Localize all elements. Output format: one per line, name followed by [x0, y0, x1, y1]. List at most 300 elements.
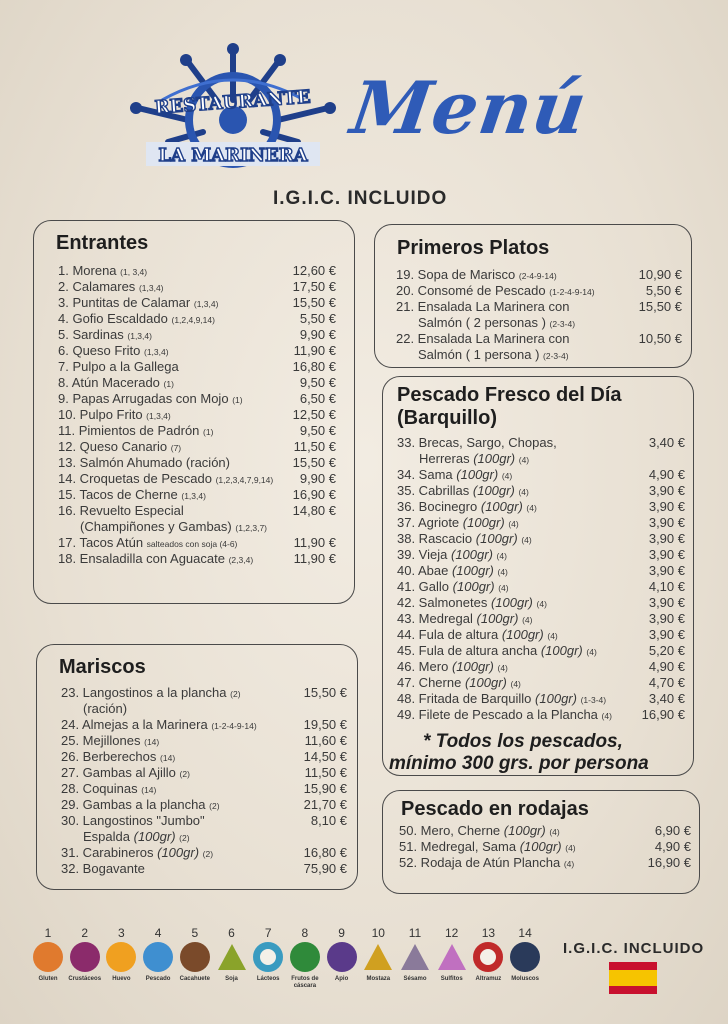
- menu-item-allergens: (2-3-4): [543, 351, 569, 361]
- menu-item-price: 11,90 €: [293, 343, 336, 358]
- menu-item-allergens: (4): [501, 471, 513, 481]
- menu-item-price: 15,90 €: [303, 781, 347, 796]
- menu-item-allergens: (1,2,4,9,14): [171, 315, 215, 325]
- menu-item: [399, 855, 691, 871]
- menu-item-allergens: (1-2-4-9-14): [549, 287, 595, 297]
- menu-item-weight: (100gr): [519, 839, 562, 854]
- menu-item: [61, 733, 347, 749]
- allergen-number: 4: [154, 926, 162, 940]
- menu-item-name: 34. Sama (100gr) (4): [397, 467, 513, 482]
- menu-item-price: 11,50 €: [293, 439, 336, 454]
- menu-item-allergens: (4): [547, 631, 558, 641]
- menu-item-allergens: (4): [518, 455, 530, 465]
- menu-item-weight: (100gr): [540, 643, 583, 658]
- rodajas-list: [399, 823, 691, 871]
- menu-item-price: 4,90 €: [648, 467, 685, 482]
- allergen-number: 2: [81, 926, 89, 940]
- menu-item-continuation: [61, 701, 347, 717]
- primeros-section: [374, 224, 692, 368]
- menu-item-allergens: (1,3,4): [193, 299, 219, 309]
- pescado-note-line2: mínimo 300 grs. por persona: [389, 753, 649, 774]
- menu-item-price: 6,90 €: [654, 823, 691, 838]
- menu-item-weight: (100gr): [450, 547, 493, 562]
- menu-item-weight: (100gr): [535, 691, 577, 706]
- menu-item-name: Salmón ( 2 personas ) (2-3-4): [418, 315, 576, 330]
- menu-item: [397, 643, 685, 659]
- menu-item-price: 19,50 €: [303, 717, 347, 732]
- menu-item-name: 21. Ensalada La Marinera con: [396, 299, 570, 314]
- allergen-icon: [290, 942, 320, 972]
- menu-item-price: 5,20 €: [648, 643, 685, 658]
- menu-item: [58, 311, 336, 327]
- menu-item-name: 9. Papas Arrugadas con Mojo (1): [58, 391, 243, 406]
- menu-item: [58, 327, 336, 343]
- menu-item-price: 16,80 €: [303, 845, 347, 860]
- menu-item-allergens: (4): [565, 843, 576, 853]
- menu-item-price: 4,90 €: [654, 839, 691, 854]
- menu-item-price: 4,10 €: [648, 579, 685, 594]
- allergen-number: 7: [264, 926, 272, 940]
- menu-item-price: 11,60 €: [304, 733, 347, 748]
- menu-item-allergens: (4): [498, 583, 509, 593]
- menu-item-price: 15,50 €: [303, 685, 347, 700]
- menu-item: [58, 263, 336, 279]
- menu-item: [396, 299, 682, 315]
- menu-item-name: 18. Ensaladilla con Aguacate (2,3,4): [58, 551, 254, 566]
- menu-item-price: 12,60 €: [292, 263, 336, 278]
- menu-item-name: 38. Rascacio (100gr) (4): [397, 531, 532, 546]
- menu-item-allergens: (1, 3,4): [120, 267, 148, 277]
- menu-item: [397, 707, 685, 723]
- spain-flag: [609, 962, 657, 994]
- allergen-number: 6: [228, 926, 235, 940]
- menu-item-price: 12,50 €: [292, 407, 336, 422]
- menu-item: [397, 499, 685, 515]
- menu-item-allergens: (4): [508, 519, 519, 529]
- menu-item: [397, 531, 685, 547]
- menu-item-allergens: salteados con soja (4-6): [146, 539, 238, 549]
- menu-item-name: 44. Fula de altura (100gr) (4): [397, 627, 558, 642]
- pescado-title-line1: Pescado Fresco del Día: [397, 384, 622, 406]
- menu-item-name: 47. Cherne (100gr) (4): [397, 675, 521, 690]
- menu-item: [58, 295, 336, 311]
- rodajas-section: [382, 790, 700, 894]
- menu-item-allergens: (4): [549, 827, 560, 837]
- menu-item-allergens: (4): [526, 503, 537, 513]
- menu-item-allergens: (2): [230, 689, 241, 699]
- menu-item-name: 25. Mejillones (14): [61, 733, 160, 748]
- menu-item: [61, 797, 347, 813]
- menu-item-allergens: (4): [521, 535, 532, 545]
- menu-item-weight: (100gr): [451, 659, 494, 674]
- entrantes-section: [33, 220, 355, 604]
- menu-item-allergens: (1): [232, 395, 243, 405]
- menu-item-name: 15. Tacos de Cherne (1,3,4): [58, 487, 206, 502]
- allergen-number: 3: [118, 926, 125, 940]
- menu-item-name: 52. Rodaja de Atún Plancha (4): [399, 855, 575, 870]
- allergen-number: 13: [481, 926, 496, 940]
- menu-item-name: 43. Medregal (100gr) (4): [397, 611, 533, 626]
- menu-item-allergens: (1,2,3,4,7,9,14): [215, 475, 274, 485]
- restaurant-logo: [128, 40, 338, 170]
- logo-top-text: RESTAURANTE: [153, 86, 312, 119]
- allergen-icon: [253, 942, 283, 972]
- menu-item-name: 45. Fula de altura ancha (100gr) (4): [397, 643, 597, 658]
- menu-item-price: 4,90 €: [648, 659, 685, 674]
- menu-item-name: 27. Gambas al Ajillo (2): [61, 765, 190, 780]
- menu-title: Menú: [346, 65, 593, 150]
- menu-item-name: 30. Langostinos "Jumbo": [61, 813, 205, 828]
- menu-item: [58, 407, 336, 423]
- menu-item: [397, 627, 685, 643]
- menu-item-name: 4. Gofio Escaldado (1,2,4,9,14): [58, 311, 215, 326]
- allergen-label: Lácteos: [256, 976, 280, 982]
- menu-item-price: 5,50 €: [299, 311, 336, 326]
- menu-item-price: 3,90 €: [648, 563, 685, 578]
- menu-item-allergens: (4): [510, 679, 521, 689]
- allergen-label: Sulfitos: [440, 976, 463, 982]
- menu-item-price: 21,70 €: [303, 797, 347, 812]
- menu-item-allergens: (1): [203, 427, 214, 437]
- entrantes-list: [58, 263, 336, 567]
- menu-item: [58, 503, 336, 519]
- allergen-label: Sésamo: [403, 976, 427, 982]
- menu-item-name: 31. Carabineros (100gr) (2): [61, 845, 214, 860]
- menu-item: [61, 845, 347, 861]
- menu-item-name: 46. Mero (100gr) (4): [397, 659, 508, 674]
- menu-item: [397, 579, 685, 595]
- menu-item-price: 15,50 €: [638, 299, 682, 314]
- menu-item-weight: (100gr): [503, 823, 546, 838]
- menu-item-price: 3,90 €: [648, 611, 685, 626]
- menu-item-allergens: (4): [563, 859, 575, 869]
- menu-item: [397, 563, 685, 579]
- menu-item-name: 6. Queso Frito (1,3,4): [58, 343, 169, 358]
- menu-item-price: 9,90 €: [299, 327, 336, 342]
- menu-item: [58, 455, 336, 471]
- menu-item-price: 10,90 €: [638, 267, 682, 282]
- menu-item: [58, 471, 336, 487]
- menu-item: [61, 685, 347, 701]
- menu-item-allergens: (4): [496, 551, 507, 561]
- primeros-title: Primeros Platos: [397, 237, 550, 259]
- menu-item-allergens: (7): [170, 443, 182, 453]
- menu-item-weight: (100gr): [473, 451, 516, 466]
- menu-item-allergens: (2): [179, 769, 190, 779]
- allergen-icon: [473, 942, 503, 972]
- menu-item-price: 11,90 €: [293, 535, 336, 550]
- menu-item-name: (Champiñones y Gambas) (1,2,3,7): [80, 519, 268, 534]
- menu-item-price: 3,90 €: [648, 547, 685, 562]
- allergen-label: Huevo: [112, 976, 131, 982]
- menu-item: [399, 823, 691, 839]
- allergen-icon: [327, 942, 357, 972]
- menu-item-name: 36. Bocinegro (100gr) (4): [397, 499, 537, 514]
- menu-item-allergens: (1-3-4): [580, 695, 607, 705]
- menu-item-allergens: (1,3,4): [127, 331, 152, 341]
- menu-item-allergens: (2-4-9-14): [518, 271, 557, 281]
- menu-item: [397, 611, 685, 627]
- menu-item-price: 17,50 €: [292, 279, 336, 294]
- menu-item: [397, 675, 685, 691]
- menu-item-weight: (100gr): [501, 627, 544, 642]
- menu-item-name: 50. Mero, Cherne (100gr) (4): [399, 823, 560, 838]
- menu-item-price: 6,50 €: [299, 391, 336, 406]
- menu-item-name: 3. Puntitas de Calamar (1,3,4): [58, 295, 219, 310]
- menu-item-allergens: (4): [518, 487, 529, 497]
- menu-item-allergens: (14): [141, 785, 157, 795]
- menu-item-allergens: (2): [209, 801, 220, 811]
- menu-item-name: 40. Abae (100gr) (4): [397, 563, 508, 578]
- allergen-label: Crustáceos: [68, 976, 102, 982]
- allergen-label: Pescado: [145, 976, 171, 982]
- menu-item-name: 51. Medregal, Sama (100gr) (4): [399, 839, 576, 854]
- menu-item-price: 15,50 €: [292, 455, 336, 470]
- menu-item-allergens: (1,3,4): [138, 283, 164, 293]
- menu-item-name: 23. Langostinos a la plancha (2): [61, 685, 241, 700]
- menu-item-weight: (100gr): [480, 499, 523, 514]
- menu-item-weight: (100gr): [456, 467, 499, 482]
- menu-item-name: 14. Croquetas de Pescado (1,2,3,4,7,9,14): [58, 471, 274, 486]
- menu-item-weight: (100gr): [475, 531, 518, 546]
- menu-item-price: 75,90 €: [303, 861, 347, 876]
- menu-item-continuation: [58, 519, 336, 535]
- menu-item-price: 3,40 €: [648, 435, 685, 450]
- menu-item-allergens: (1-2-4-9-14): [211, 721, 257, 731]
- menu-item-price: 16,80 €: [292, 359, 336, 374]
- menu-item-continuation: [397, 451, 685, 467]
- mariscos-section: [36, 644, 358, 890]
- allergen-label: Apio: [334, 976, 349, 982]
- menu-item-price: 11,50 €: [304, 765, 347, 780]
- menu-item: [61, 781, 347, 797]
- allergen-icon: [437, 942, 467, 972]
- menu-item-name: 49. Filete de Pescado a la Plancha (4): [397, 707, 612, 722]
- allergen-icon: [400, 942, 430, 972]
- menu-item: [397, 691, 685, 707]
- menu-item: [397, 595, 685, 611]
- menu-item-price: 5,50 €: [645, 283, 682, 298]
- menu-item: [61, 749, 347, 765]
- menu-item: [397, 483, 685, 499]
- allergen-number: 5: [191, 926, 199, 940]
- menu-item-price: 16,90 €: [641, 707, 685, 722]
- menu-item: [58, 279, 336, 295]
- menu-item: [397, 515, 685, 531]
- menu-item-weight: (100gr): [490, 595, 533, 610]
- allergen-icon: [363, 942, 393, 972]
- allergen-label: Moluscos: [511, 976, 539, 982]
- menu-item-name: 1. Morena (1, 3,4): [58, 263, 148, 278]
- menu-item-price: 16,90 €: [647, 855, 691, 870]
- menu-item: [58, 535, 336, 551]
- menu-item-weight: (100gr): [452, 579, 495, 594]
- menu-item: [396, 331, 682, 347]
- pescado-title-line2: (Barquillo): [397, 407, 497, 429]
- menu-item-allergens: (2): [179, 833, 190, 843]
- menu-item-price: 16,90 €: [292, 487, 336, 502]
- menu-item: [61, 765, 347, 781]
- menu-item: [61, 813, 347, 829]
- menu-item-allergens: (14): [144, 737, 160, 747]
- igic-header: I.G.I.C. INCLUIDO: [273, 188, 448, 209]
- menu-item-name: Espalda (100gr) (2): [83, 829, 190, 844]
- menu-item-allergens: (4): [536, 599, 547, 609]
- allergen-label: Frutos de cáscara: [291, 976, 319, 989]
- menu-item-allergens: (4): [497, 567, 508, 577]
- allergen-icon: [217, 942, 247, 972]
- igic-footer: I.G.I.C. INCLUIDO: [563, 940, 705, 957]
- menu-item-name: (ración): [83, 701, 128, 716]
- menu-item: [397, 547, 685, 563]
- menu-item-price: 14,50 €: [303, 749, 347, 764]
- menu-item-allergens: (1,3,4): [146, 411, 171, 421]
- menu-item: [58, 375, 336, 391]
- primeros-list: [396, 267, 682, 363]
- menu-item-price: 9,50 €: [299, 375, 336, 390]
- pescado-note-line1: * Todos los pescados,: [423, 731, 623, 752]
- allergen-item: [502, 926, 548, 983]
- menu-item-price: 14,80 €: [292, 503, 336, 518]
- menu-item-price: 15,50 €: [292, 295, 336, 310]
- menu-item-allergens: (2,3,4): [228, 555, 254, 565]
- menu-item-name: 37. Agriote (100gr) (4): [397, 515, 519, 530]
- menu-item-name: 12. Queso Canario (7): [58, 439, 182, 454]
- allergen-number: 8: [301, 926, 309, 940]
- menu-item-weight: (100gr): [464, 675, 507, 690]
- menu-item-continuation: [396, 315, 682, 331]
- menu-item-name: 8. Atún Macerado (1): [58, 375, 174, 390]
- menu-item-allergens: (14): [160, 753, 176, 763]
- menu-item: [58, 343, 336, 359]
- menu-item-price: 3,90 €: [648, 515, 685, 530]
- menu-item-name: Salmón ( 1 persona ) (2-3-4): [418, 347, 569, 362]
- menu-item-allergens: (4): [497, 663, 508, 673]
- allergen-number: 12: [445, 926, 459, 940]
- menu-item: [58, 439, 336, 455]
- menu-item-name: Herreras (100gr) (4): [419, 451, 530, 466]
- menu-item-name: 5. Sardinas (1,3,4): [58, 327, 152, 342]
- menu-item-name: 10. Pulpo Frito (1,3,4): [58, 407, 171, 422]
- allergen-icon: [180, 942, 210, 972]
- menu-item-weight: (100gr): [476, 611, 519, 626]
- allergen-number: 9: [338, 926, 345, 940]
- allergen-number: 11: [408, 926, 422, 940]
- menu-item-name: 7. Pulpo a la Gallega: [58, 359, 179, 374]
- menu-item-name: 48. Fritada de Barquillo (100gr) (1-3-4): [397, 691, 607, 706]
- menu-item-price: 3,90 €: [648, 595, 685, 610]
- menu-item: [58, 359, 336, 375]
- menu-item: [397, 659, 685, 675]
- menu-item-name: 39. Vieja (100gr) (4): [397, 547, 507, 562]
- allergen-icon: [70, 942, 100, 972]
- menu-item-weight: (100gr): [157, 845, 200, 860]
- menu-item-allergens: (4): [601, 711, 612, 721]
- menu-item: [396, 267, 682, 283]
- menu-item-allergens: (4): [586, 647, 597, 657]
- menu-item-price: 3,90 €: [648, 499, 685, 514]
- allergen-label: Cacahuete: [179, 976, 210, 982]
- menu-item-price: 9,50 €: [299, 423, 336, 438]
- menu-item-allergens: (2): [202, 849, 214, 859]
- mariscos-list: [61, 685, 347, 877]
- menu-item-name: 35. Cabrillas (100gr) (4): [397, 483, 529, 498]
- menu-item: [58, 391, 336, 407]
- allergen-label: Altramuz: [475, 976, 502, 982]
- menu-item-allergens: (1): [163, 379, 174, 389]
- menu-item-name: 11. Pimientos de Padrón (1): [58, 423, 214, 438]
- menu-item: [397, 435, 685, 451]
- menu-item-continuation: [396, 347, 682, 363]
- menu-item-name: 13. Salmón Ahumado (ración): [58, 455, 230, 470]
- menu-item-name: 22. Ensalada La Marinera con: [396, 331, 570, 346]
- menu-item-name: 29. Gambas a la plancha (2): [61, 797, 220, 812]
- allergen-label: Gluten: [38, 976, 58, 982]
- menu-item-price: 11,90 €: [293, 551, 336, 566]
- menu-item-price: 3,90 €: [648, 627, 685, 642]
- menu-item: [58, 551, 336, 567]
- allergen-icon: [143, 942, 173, 972]
- rodajas-title: Pescado en rodajas: [401, 798, 589, 820]
- menu-item-weight: (100gr): [462, 515, 505, 530]
- menu-item-name: 19. Sopa de Marisco (2-4-9-14): [396, 267, 557, 282]
- menu-item-price: 10,50 €: [638, 331, 682, 346]
- pescado-list: [397, 435, 685, 723]
- allergen-icon: [33, 942, 63, 972]
- menu-item: [399, 839, 691, 855]
- menu-item-allergens: (1,2,3,7): [235, 523, 268, 533]
- menu-item-name: 17. Tacos Atún salteados con soja (4-6): [58, 535, 238, 550]
- mariscos-title: Mariscos: [59, 656, 146, 678]
- allergen-label: Mostaza: [366, 976, 391, 982]
- allergen-number: 14: [518, 926, 532, 940]
- menu-item-name: 41. Gallo (100gr) (4): [397, 579, 509, 594]
- menu-item-allergens: (4): [522, 615, 533, 625]
- menu-item-price: 9,90 €: [299, 471, 336, 486]
- menu-item-price: 3,90 €: [648, 483, 685, 498]
- menu-item-allergens: (2-3-4): [549, 319, 576, 329]
- menu-item-name: 2. Calamares (1,3,4): [58, 279, 164, 294]
- menu-item-name: 20. Consomé de Pescado (1-2-4-9-14): [396, 283, 595, 298]
- menu-item: [396, 283, 682, 299]
- menu-item-name: 26. Berberechos (14): [61, 749, 176, 764]
- menu-item-name: 24. Almejas a la Marinera (1-2-4-9-14): [61, 717, 257, 732]
- menu-item: [58, 487, 336, 503]
- entrantes-title: Entrantes: [56, 232, 149, 254]
- allergen-icon: [106, 942, 136, 972]
- allergen-label: Soja: [225, 976, 238, 982]
- logo-bottom-text: LA MARINERA: [158, 145, 308, 166]
- menu-item-name: 28. Coquinas (14): [61, 781, 157, 796]
- menu-item-name: 33. Brecas, Sargo, Chopas,: [397, 435, 557, 450]
- menu-item-price: 8,10 €: [310, 813, 347, 828]
- menu-item-price: 3,90 €: [648, 531, 685, 546]
- menu-item-allergens: (1,3,4): [181, 491, 206, 501]
- menu-item-weight: (100gr): [472, 483, 515, 498]
- menu-item-weight: (100gr): [133, 829, 176, 844]
- menu-item-price: 3,40 €: [648, 691, 685, 706]
- menu-item-weight: (100gr): [451, 563, 494, 578]
- menu-item-allergens: (1,3,4): [144, 347, 169, 357]
- menu-item-name: 16. Revuelto Especial: [58, 503, 184, 518]
- menu-item: [61, 717, 347, 733]
- allergen-number: 10: [371, 926, 385, 940]
- menu-item: [58, 423, 336, 439]
- pescado-section: [382, 376, 694, 776]
- allergen-icon: [510, 942, 540, 972]
- menu-item: [397, 467, 685, 483]
- allergen-number: 1: [44, 926, 52, 940]
